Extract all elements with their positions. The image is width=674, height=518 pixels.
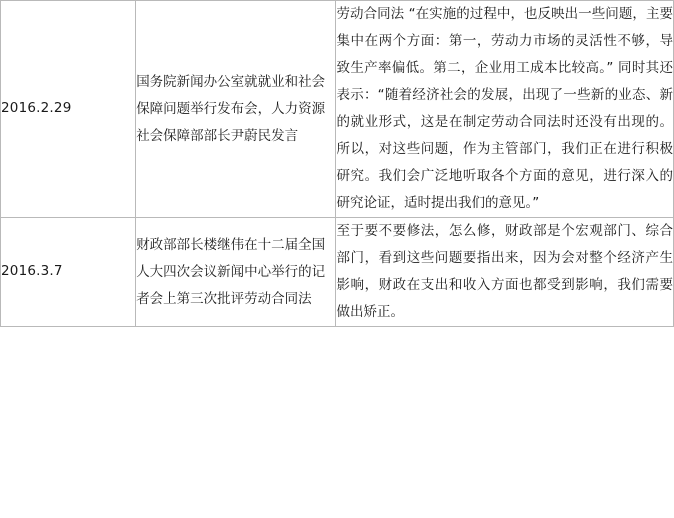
- table-cell-event: 国务院新闻办公室就就业和社会保障问题举行发布会，人力资源社会保障部部长尹蔚民发言: [136, 1, 336, 218]
- table-row: [1, 1, 674, 218]
- table-cell-content: 劳动合同法 “在实施的过程中，也反映出一些问题，主要集中在两个方面：第一，劳动力市场的灵活性不够，导致生产率偏低。第二，企业用工成本比较高。” 同时其还表示：“随着经济社会的发展，出现了一些新的业态、新的就业形式，这是在制定劳动合同法时还没有出现的。所以，对这些问题，作为主管部门，我们正在进行积极研究。我们会广泛地听取各个方面的意见，进行深入的研究论证，适时提出我们的意见。”: [336, 1, 674, 218]
- table-cell-event: 财政部部长楼继伟在十二届全国人大四次会议新闻中心举行的记者会上第三次批评劳动合同法: [136, 218, 336, 327]
- table-cell-date: 2016.2.29: [1, 1, 136, 218]
- table-cell-date: 2016.3.7: [1, 218, 136, 327]
- table-row: [1, 218, 674, 327]
- table-cell-content: 至于要不要修法，怎么修，财政部是个宏观部门、综合部门，看到这些问题要指出来，因为会对整个经济产生影响，财政在支出和收入方面也都受到影响，我们需要做出矫正。: [336, 218, 674, 327]
